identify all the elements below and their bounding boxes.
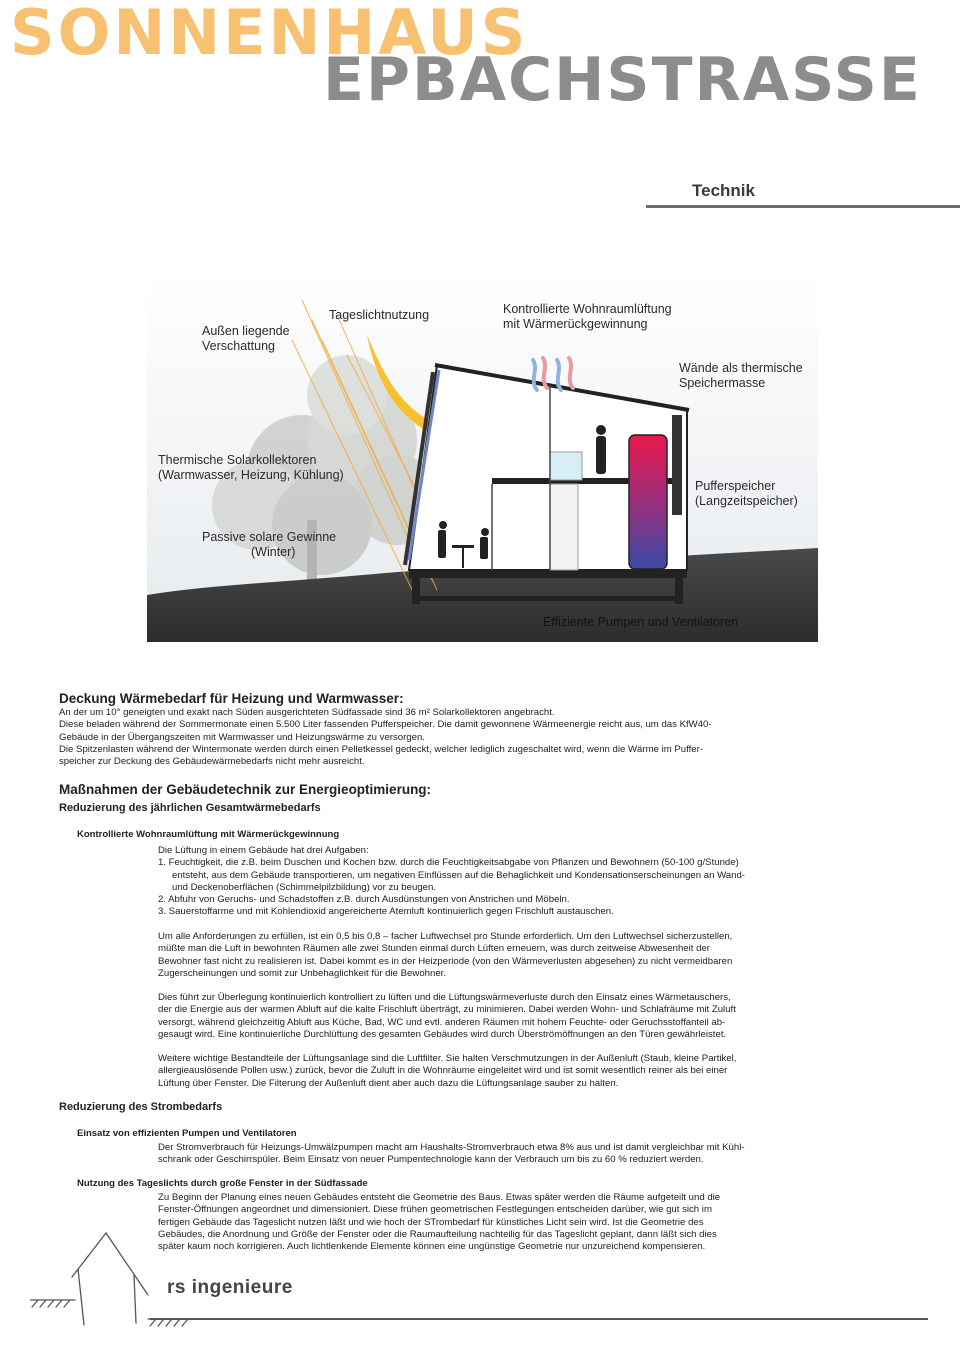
list-item-2: 2. Abfuhr von Geruchs- und Schadstoffen z.B. durch Ausdünstungen von Anstrichen und Möbeln.	[158, 894, 570, 906]
house-section-diagram	[147, 270, 818, 642]
text-line: speicher zur Deckung des Gebäudewärmebedarfs nicht mehr ausreicht.	[59, 756, 365, 768]
text-line: allergieauslösende Pollen usw.) zurück, bevor die Zuluft in die Wohnräume eingeleitet wird und ist somit wesentlich reiner als bei einer	[158, 1065, 728, 1077]
subheading-pumpen: Einsatz von effizienten Pumpen und Ventilatoren	[77, 1128, 297, 1139]
label-pumpen: Effiziente Pumpen und Ventilatoren	[543, 615, 739, 629]
text-line: Diese beladen während der Sommermonate einen 5.500 Liter fassenden Pufferspeicher. Die damit gewonnene Wärmeenergie reicht aus, um das KfW40-	[59, 719, 712, 731]
subheading-lueftung: Kontrollierte Wohnraumlüftung mit Wärmerückgewinnung	[77, 829, 340, 840]
text-line: schrank oder Geschirrspüler. Beim Einsatz von neuer Pumpentechnologie kann der Verbrauch um bis zu 60 % reduziert werden.	[158, 1154, 704, 1166]
subheading-tageslicht: Nutzung des Tageslichts durch große Fenster in der Südfassade	[77, 1178, 368, 1189]
subheading-strombedarf: Reduzierung des Strombedarfs	[59, 1101, 223, 1113]
text-line: Um alle Anforderungen zu erfüllen, ist ein 0,5 bis 0,8 – facher Luftwechsel pro Stunde erforderlich. Um den Luftwechsel sicherzustellen,	[158, 931, 733, 942]
heading-massnahmen: Maßnahmen der Gebäudetechnik zur Energieoptimierung:	[59, 782, 432, 797]
text-line: Lüftung über Fenster. Die Filterung der Außenluft dient aber auch dazu die Lüftungsanlage sauber zu halten.	[158, 1077, 619, 1089]
label-puffer-2: (Langzeitspeicher)	[695, 494, 798, 508]
text-line: Gebäudes, die Anordnung und Größe der Fenster oder die Raumaufteilung nachteilig für das Tageslicht geplant, dann läßt sich dies	[158, 1228, 717, 1240]
label-solar-2: (Warmwasser, Heizung, Kühlung)	[158, 468, 344, 482]
para-lueftung-aufgaben	[158, 845, 745, 919]
para-luftfilter	[158, 1053, 736, 1090]
text-line: Gebäude in der Übergangszeiten mit Warmwasser und Heizungswärme zu versorgen.	[59, 731, 425, 743]
text-line: Zu Beginn der Planung eines neuen Gebäudes entsteht die Geometrie des Baus. Etwas später werden die Räume aufgeteilt und die	[158, 1192, 721, 1203]
para-waermebedarf	[59, 707, 712, 768]
text-line: Der Stromverbrauch für Heizungs-Umwälzpumpen macht am Haushalts-Stromverbrauch etwa 8% aus und ist damit vergleichbar mit Kühl-	[158, 1142, 745, 1153]
text-line: Bewohner fast nicht zu realisieren ist. Dabei kommt es in der Heizperiode (von den Wärmeverlusten abgesehen) zu nicht vermeidbaren	[158, 955, 733, 967]
label-lueftung-1: Kontrollierte Wohnraumlüftung	[503, 302, 672, 316]
text-line: Zugerscheinungen und somit zur Unbehaglichkeit für die Bewohner.	[158, 967, 446, 979]
text-line: gesaugt wird. Eine kontinuierliche Durchlüftung des gesamten Gebäudes wird durch Überströmöffnungen an den Türen gewährleistet.	[158, 1028, 727, 1040]
text-line: versorgt, während gleichzeitig Abluft aus Küche, Bad, WC und evtl. anderen Räumen mit hohem Feuchte- oder Geruchsstoffanteil ab-	[158, 1016, 726, 1028]
label-tageslicht: Tageslichtnutzung	[329, 308, 430, 322]
section-label: Technik	[692, 181, 755, 200]
label-passiv-1: Passive solare Gewinne	[202, 530, 337, 544]
text-line: Weitere wichtige Bestandteile der Lüftungsanlage sind die Luftfilter. Sie halten Verschmutzungen in der Außenluft (Staub, kleine Partikel,	[158, 1053, 737, 1064]
text-line: der die Energie aus der warmen Abluft auf die kalte Frischluft überträgt, zu minimieren. Dabei werden Wohn- und Schlafräume mit Zuluft	[158, 1004, 736, 1016]
text-line: müßte man die Luft in bewohnten Räumen alle zwei Stunden einmal durch Lüften erneuern, was durch zeitweise Abwesenheit der	[158, 943, 710, 955]
list-item-3: 3. Sauerstoffarme und mit Kohlendioxid angereicherte Atemluft kontinuierlich gegen Frischluft austauschen.	[158, 906, 614, 918]
list-item-1-cont: und Deckenoberflächen (Schimmelpilzbildung) vor zu beugen.	[172, 881, 436, 893]
label-verschattung-1: Außen liegende	[202, 324, 290, 338]
text-line: später kaum noch korrigieren. Auch lichtlenkende Elemente können eine ungünstige Geometrie nur unzureichend kompensieren.	[158, 1241, 706, 1253]
label-waende-2: Speichermasse	[679, 376, 766, 390]
text-line: Fenster-Öffnungen angeordnet und dimensioniert. Diese frühen geometrischen Festlegungen entscheiden darüber, wie gut sich im	[158, 1204, 712, 1216]
text-line: An der um 10° geneigten und exakt nach Süden ausgerichteten Südfassade sind 36 m² Solarkollektoren angebracht.	[59, 707, 555, 718]
label-puffer-1: Pufferspeicher	[695, 479, 776, 493]
subheading-gesamtwaermebedarf: Reduzierung des jährlichen Gesamtwärmebedarfs	[59, 802, 321, 814]
text-line: fertigen Gebäude das Tageslicht nutzen läßt und wie hoch der STrombedarf für künstliches Licht sein wird. Ist die Geometrie des	[158, 1216, 704, 1228]
heading-waermebedarf: Deckung Wärmebedarf für Heizung und Warmwasser:	[59, 691, 404, 706]
section-rule	[646, 205, 960, 208]
para-luftwechsel	[158, 931, 732, 980]
para-pumpen	[158, 1142, 745, 1167]
text-line: Dies führt zur Überlegung kontinuierlich kontrolliert zu lüften und die Lüftungswärmeverluste durch den Einsatz eines Wärmetauschers,	[158, 992, 731, 1003]
label-waende-1: Wände als thermische	[679, 361, 803, 375]
para-waermetauscher	[158, 992, 736, 1041]
label-passiv-2: (Winter)	[251, 545, 296, 559]
brand-name: rs ingenieure	[167, 1277, 293, 1298]
footer-rule	[150, 1318, 928, 1320]
buffer-tank	[629, 435, 667, 569]
text-line: Die Lüftung in einem Gebäude hat drei Aufgaben:	[158, 845, 369, 856]
text-line: Die Spitzenlasten während der Wintermonate werden durch einen Pelletkessel gedeckt, welcher lediglich zugeschaltet wird, wenn die Wärme im Puffer-	[59, 743, 703, 755]
list-item-1: 1. Feuchtigkeit, die z.B. beim Duschen und Kochen bzw. durch die Feuchtigkeitsabgabe von Pflanzen und Bewohnern (50-100 g/Stunde)	[158, 857, 739, 869]
para-tageslicht	[158, 1192, 720, 1253]
label-verschattung-2: Verschattung	[202, 339, 275, 353]
title-epbachstrasse: EPBACHSTRASSE	[323, 45, 922, 115]
list-item-1-cont: entsteht, aus dem Gebäude transportieren, um negativen Einflüssen auf die Behaglichkeit und Kondensationserscheinungen an Wand-	[172, 869, 745, 881]
label-solar-1: Thermische Solarkollektoren	[158, 453, 317, 467]
title-sonnenhaus: SONNENHAUS	[10, 0, 529, 69]
label-lueftung-2: mit Wärmerückgewinnung	[503, 317, 648, 331]
